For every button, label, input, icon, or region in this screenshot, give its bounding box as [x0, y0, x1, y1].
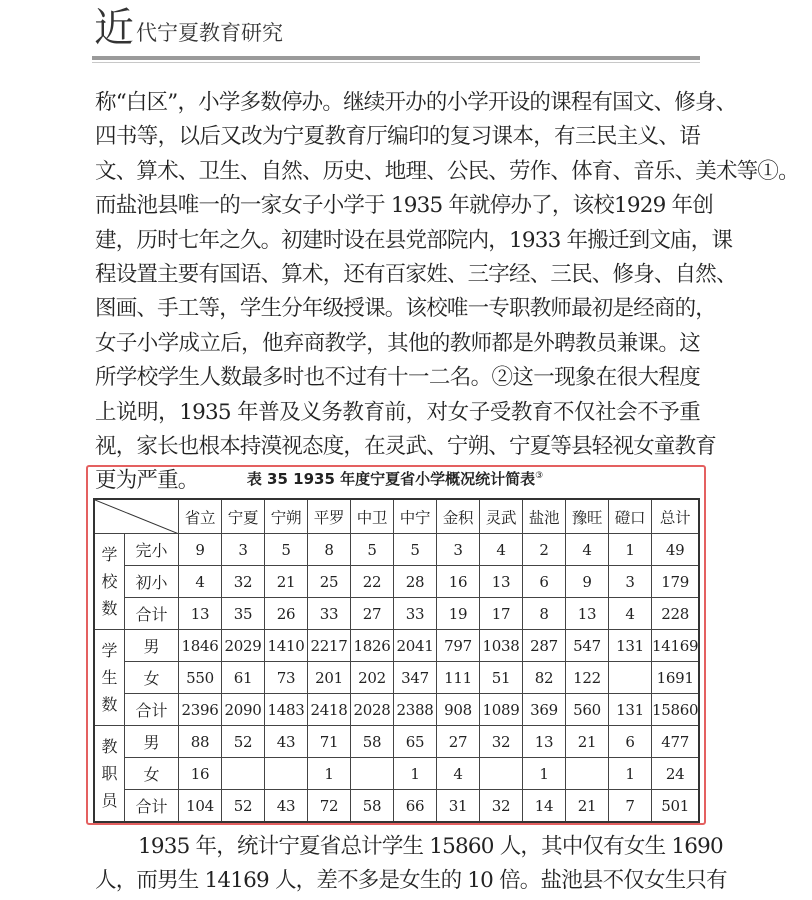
table-cell: 1 [609, 758, 652, 790]
table-cell: 2396 [179, 694, 222, 726]
footnote-marker: ③ [535, 471, 544, 481]
table-cell: 24 [652, 758, 700, 790]
table-cell: 1038 [480, 630, 523, 662]
column-header: 中宁 [394, 499, 437, 534]
table-cell: 4 [437, 758, 480, 790]
table-cell: 1846 [179, 630, 222, 662]
column-header: 灵武 [480, 499, 523, 534]
table-caption-text: 表 35 1935 年度宁夏省小学概况统计简表 [246, 470, 536, 488]
table-cell: 477 [652, 726, 700, 758]
table-cell: 560 [566, 694, 609, 726]
table-cell: 35 [222, 598, 265, 630]
table-cell: 32 [222, 566, 265, 598]
table-cell [265, 758, 308, 790]
table-cell: 5 [265, 534, 308, 566]
table-cell: 369 [523, 694, 566, 726]
table-header-row [94, 499, 699, 534]
table-cell: 13 [480, 566, 523, 598]
table-cell: 58 [351, 790, 394, 823]
text-line: 所学校学生人数最多时也不过有十一二名。②这一现象在很大程度 [95, 365, 700, 391]
table-cell: 22 [351, 566, 394, 598]
table-cell: 7 [609, 790, 652, 823]
row-label: 女 [125, 758, 179, 790]
table-row [94, 598, 699, 630]
text-line: 而盐池县唯一的一家女子小学于 1935 年就停办了，该校1929 年创 [95, 193, 713, 219]
header-rule-thin [92, 62, 700, 63]
group-cell [94, 630, 125, 726]
table-cell: 131 [609, 694, 652, 726]
row-label: 完小 [125, 534, 179, 566]
column-header: 盐池 [523, 499, 566, 534]
table-cell: 1483 [265, 694, 308, 726]
table-row [94, 534, 699, 566]
table-cell: 1 [394, 758, 437, 790]
table-row [94, 694, 699, 726]
table-cell: 31 [437, 790, 480, 823]
table-cell [222, 758, 265, 790]
statistics-table [93, 498, 700, 823]
table-cell: 2028 [351, 694, 394, 726]
body-paragraph [95, 86, 799, 499]
header-title: 代宁夏教育研究 [136, 21, 283, 45]
table-cell: 4 [179, 566, 222, 598]
table-cell: 1 [523, 758, 566, 790]
table-cell: 88 [179, 726, 222, 758]
table-cell: 19 [437, 598, 480, 630]
table-cell: 1 [308, 758, 351, 790]
column-header: 平罗 [308, 499, 351, 534]
table-cell: 33 [394, 598, 437, 630]
table-row [94, 758, 699, 790]
table-cell: 5 [394, 534, 437, 566]
text-line: 文、算术、卫生、自然、历史、地理、公民、劳作、体育、音乐、美术等①。 [95, 158, 799, 184]
table-cell: 797 [437, 630, 480, 662]
row-label: 男 [125, 726, 179, 758]
table-cell: 1089 [480, 694, 523, 726]
table-row [94, 790, 699, 823]
table-cell: 122 [566, 662, 609, 694]
table-cell: 2217 [308, 630, 351, 662]
table-cell: 2418 [308, 694, 351, 726]
table-cell: 52 [222, 790, 265, 823]
text-line: 四书等，以后又改为宁夏教育厅编印的复习课本，有三民主义、语 [95, 124, 700, 150]
table-cell: 13 [566, 598, 609, 630]
text-line: 人，而男生 14169 人，差不多是女生的 10 倍。盐池县不仅女生只有 [95, 868, 727, 894]
group-label: 学生数 [101, 641, 118, 714]
text-line: 视，家长也根本持漠视态度，在灵武、宁朔、宁夏等县轻视女童教育 [95, 433, 717, 459]
table-cell: 32 [480, 790, 523, 823]
header-rule [92, 56, 700, 60]
table-cell: 3 [222, 534, 265, 566]
table-cell: 6 [523, 566, 566, 598]
table-cell: 65 [394, 726, 437, 758]
table-cell: 2 [523, 534, 566, 566]
table-cell: 71 [308, 726, 351, 758]
text-line: 称“白区”，小学多数停办。继续开办的小学开设的课程有国文、修身、 [95, 90, 737, 115]
table-cell: 26 [265, 598, 308, 630]
text-line: 程设置主要有国语、算术，还有百家姓、三字经、三民、修身、自然、 [95, 261, 737, 287]
table-cell [609, 662, 652, 694]
table-cell: 5 [351, 534, 394, 566]
table-cell: 8 [308, 534, 351, 566]
table-cell: 1 [609, 534, 652, 566]
table-cell: 43 [265, 790, 308, 823]
table-cell: 58 [351, 726, 394, 758]
table-cell: 51 [480, 662, 523, 694]
text-line: 图画、手工等，学生分年级授课。该校唯一专职教师最初是经商的， [95, 296, 717, 322]
table-cell: 908 [437, 694, 480, 726]
table-cell: 9 [566, 566, 609, 598]
table-cell: 43 [265, 726, 308, 758]
table-cell: 2029 [222, 630, 265, 662]
table-cell: 61 [222, 662, 265, 694]
table-cell: 347 [394, 662, 437, 694]
text-line: 建，历时七年之久。初建时设在县党部院内，1933 年搬迁到文庙，课 [95, 227, 733, 253]
table-cell: 82 [523, 662, 566, 694]
text-line: 女子小学成立后，他弃商教学，其他的教师都是外聘教员兼课。这 [95, 330, 700, 356]
group-label: 教职员 [101, 737, 118, 810]
table-cell: 4 [566, 534, 609, 566]
table-cell: 3 [609, 566, 652, 598]
column-header: 磴口 [609, 499, 652, 534]
table-cell [566, 758, 609, 790]
table-cell: 550 [179, 662, 222, 694]
table-cell: 33 [308, 598, 351, 630]
table-cell: 21 [566, 726, 609, 758]
table-cell: 6 [609, 726, 652, 758]
table-cell: 72 [308, 790, 351, 823]
table-cell: 4 [609, 598, 652, 630]
table-cell: 27 [437, 726, 480, 758]
table-cell: 14 [523, 790, 566, 823]
table-cell: 8 [523, 598, 566, 630]
table-cell: 2041 [394, 630, 437, 662]
table-cell: 228 [652, 598, 700, 630]
running-header [94, 6, 283, 50]
table-cell: 131 [609, 630, 652, 662]
table-caption [93, 468, 697, 489]
table-cell: 21 [265, 566, 308, 598]
table-cell: 501 [652, 790, 700, 823]
column-header: 中卫 [351, 499, 394, 534]
group-label: 学校数 [101, 545, 118, 618]
table-cell: 13 [179, 598, 222, 630]
text-line: 上说明，1935 年普及义务教育前，对女子受教育不仅社会不予重 [95, 399, 700, 425]
row-label: 女 [125, 662, 179, 694]
table-cell: 66 [394, 790, 437, 823]
column-header: 省立 [179, 499, 222, 534]
table-cell: 2388 [394, 694, 437, 726]
text-line: 1935 年，统计宁夏省总计学生 15860 人，其中仅有女生 1690 [138, 834, 723, 859]
table-cell: 179 [652, 566, 700, 598]
table-cell: 13 [523, 726, 566, 758]
table-cell: 52 [222, 726, 265, 758]
row-label: 初小 [125, 566, 179, 598]
table-cell: 16 [179, 758, 222, 790]
table-cell: 1691 [652, 662, 700, 694]
diagonal-line [95, 500, 179, 534]
table-row [94, 630, 699, 662]
table-cell: 1410 [265, 630, 308, 662]
table-row [94, 726, 699, 758]
column-header: 金积 [437, 499, 480, 534]
row-label: 男 [125, 630, 179, 662]
table-cell: 2090 [222, 694, 265, 726]
table-cell: 547 [566, 630, 609, 662]
table-cell: 28 [394, 566, 437, 598]
table-cell: 3 [437, 534, 480, 566]
table-cell: 27 [351, 598, 394, 630]
table-cell: 15860 [652, 694, 700, 726]
text-line: 更为严重。 [95, 468, 199, 494]
row-label: 合计 [125, 598, 179, 630]
table-cell: 1826 [351, 630, 394, 662]
row-label: 合计 [125, 790, 179, 823]
column-header: 宁朔 [265, 499, 308, 534]
table-cell: 73 [265, 662, 308, 694]
table-cell: 4 [480, 534, 523, 566]
table-cell: 14169 [652, 630, 700, 662]
table-cell: 49 [652, 534, 700, 566]
table-cell: 9 [179, 534, 222, 566]
column-header: 宁夏 [222, 499, 265, 534]
corner-cell [94, 499, 179, 534]
table-cell: 21 [566, 790, 609, 823]
row-label: 合计 [125, 694, 179, 726]
following-paragraph [95, 830, 727, 899]
table-cell: 111 [437, 662, 480, 694]
table-cell: 32 [480, 726, 523, 758]
table-cell: 17 [480, 598, 523, 630]
group-cell [94, 534, 125, 630]
table-cell: 287 [523, 630, 566, 662]
group-cell [94, 726, 125, 823]
table-cell: 16 [437, 566, 480, 598]
column-header: 总计 [652, 499, 700, 534]
table-cell: 202 [351, 662, 394, 694]
table-cell [480, 758, 523, 790]
table-row [94, 662, 699, 694]
table-cell: 25 [308, 566, 351, 598]
column-header: 豫旺 [566, 499, 609, 534]
table-cell [351, 758, 394, 790]
table-row [94, 566, 699, 598]
table-cell: 104 [179, 790, 222, 823]
header-initial: 近 [94, 5, 134, 51]
table-cell: 201 [308, 662, 351, 694]
